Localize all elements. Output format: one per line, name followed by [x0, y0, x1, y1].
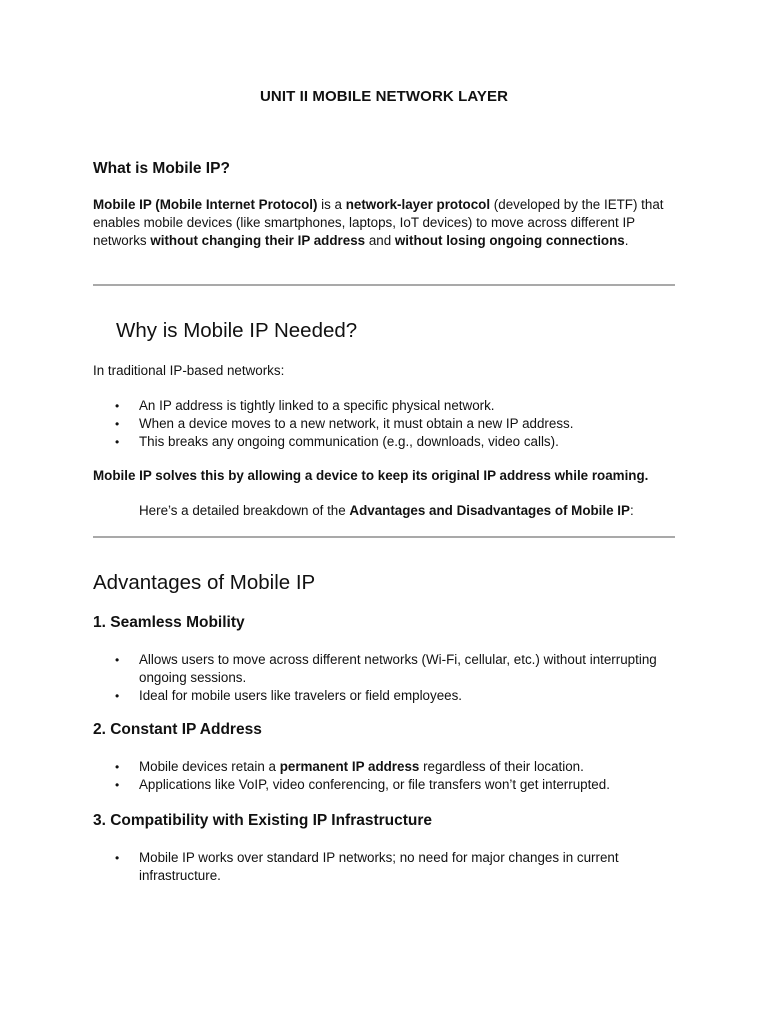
traditional-lead: In traditional IP-based networks: — [93, 363, 285, 378]
list-item: • Applications like VoIP, video conferencing, or file transfers won’t get interrupted. — [93, 776, 675, 794]
list-item: • When a device moves to a new network, it must obtain a new IP address. — [93, 415, 675, 433]
breakdown-bold: Advantages and Disadvantages of Mobile IP — [349, 503, 630, 518]
intro-bold-3: without changing their IP address — [150, 233, 366, 248]
divider-1 — [93, 284, 675, 286]
intro-bold-4: without losing ongoing connections — [394, 233, 625, 248]
constant-ip-list — [93, 758, 675, 794]
list-item: • An IP address is tightly linked to a specific physical network. — [93, 397, 675, 415]
intro-bold-2: network-layer protocol — [345, 197, 491, 212]
breakdown-paragraph — [139, 502, 679, 520]
document-title: UNIT II MOBILE NETWORK LAYER — [259, 88, 509, 105]
list-item — [93, 758, 675, 776]
seamless-mobility-list — [93, 651, 675, 705]
advantages-heading: Advantages of Mobile IP — [93, 571, 316, 594]
breakdown-text-2: : — [629, 503, 634, 518]
constant-ip-heading: 2. Constant IP Address — [93, 721, 262, 738]
list-item: • Allows users to move across different networks (Wi-Fi, cellular, etc.) without interrupting ongoing sessions. — [93, 651, 675, 687]
list-item: • This breaks any ongoing communication (e.g., downloads, video calls). — [93, 433, 675, 451]
bullet-bold: permanent IP address — [279, 759, 420, 774]
intro-bold-1: Mobile IP (Mobile Internet Protocol) — [93, 197, 318, 212]
list-item: • Ideal for mobile users like travelers or field employees. — [93, 687, 675, 705]
intro-text-4: . — [624, 233, 629, 248]
bullet-text: regardless of their location. — [419, 759, 584, 774]
seamless-mobility-heading: 1. Seamless Mobility — [93, 614, 245, 631]
list-item: • Mobile IP works over standard IP networks; no need for major changes in current infrastructure. — [93, 849, 675, 885]
intro-text-3: and — [365, 233, 395, 248]
intro-paragraph — [93, 196, 675, 250]
why-bullet-list — [93, 397, 675, 451]
compatibility-list — [93, 849, 675, 885]
intro-text-1: is a — [317, 197, 346, 212]
bullet-text: Mobile devices retain a — [139, 759, 280, 774]
breakdown-text-1: Here’s a detailed breakdown of the — [139, 503, 350, 518]
what-is-mobile-ip-heading: What is Mobile IP? — [93, 160, 230, 177]
solves-statement: Mobile IP solves this by allowing a device to keep its original IP address while roaming. — [93, 468, 649, 483]
compatibility-heading: 3. Compatibility with Existing IP Infrastructure — [93, 812, 433, 829]
intro-text-2: (developed by the IETF) that enables mobile devices (like smartphones, laptops, IoT devices) to move across different IP networks — [93, 197, 664, 248]
why-mobile-ip-heading: Why is Mobile IP Needed? — [116, 319, 358, 342]
divider-2 — [93, 536, 675, 538]
